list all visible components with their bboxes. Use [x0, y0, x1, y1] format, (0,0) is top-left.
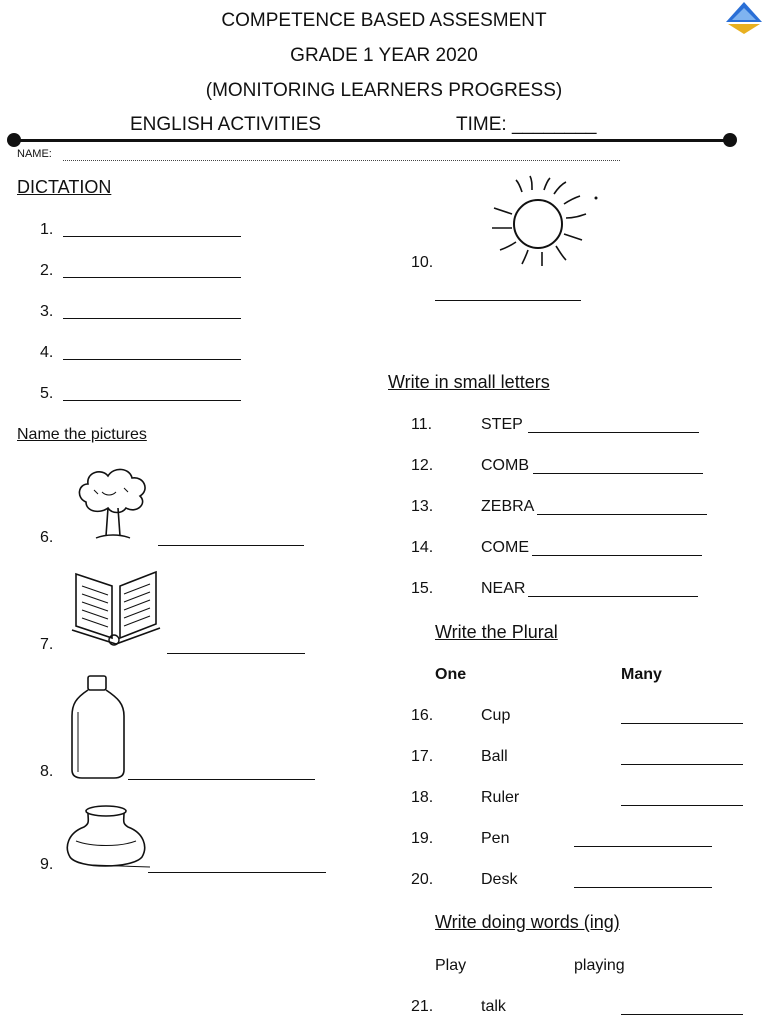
small-answer-15[interactable] — [528, 596, 698, 597]
picture-num-8: 8. — [40, 763, 54, 780]
small-word-11: STEP — [481, 416, 523, 433]
picture-answer-8[interactable] — [128, 779, 315, 780]
plural-num-20: 20. — [411, 871, 434, 888]
plural-word-18: Ruler — [481, 789, 520, 806]
picture-num-7: 7. — [40, 636, 54, 653]
dictation-num-5: 5. — [40, 385, 54, 402]
rule-right-dot — [723, 133, 737, 147]
tree-icon — [72, 462, 152, 542]
dictation-answer-4[interactable] — [63, 359, 241, 360]
dictation-answer-2[interactable] — [63, 277, 241, 278]
dictation-heading: DICTATION — [17, 177, 112, 197]
small-word-14: COME — [481, 539, 529, 556]
bottle-icon — [68, 672, 128, 782]
plural-col-one: One — [435, 666, 467, 683]
name-label: NAME: — [17, 148, 52, 160]
plural-word-16: Cup — [481, 707, 511, 724]
pot-icon — [62, 803, 152, 873]
plural-word-19: Pen — [481, 830, 510, 847]
picture-num-9: 9. — [40, 856, 54, 873]
sun-icon — [482, 172, 602, 272]
doing-words-heading: Write doing words (ing) — [435, 912, 620, 932]
dictation-num-4: 4. — [40, 344, 54, 361]
doing-word-21: talk — [481, 998, 506, 1015]
dictation-answer-3[interactable] — [63, 318, 241, 319]
small-num-15: 15. — [411, 580, 434, 597]
small-word-12: COMB — [481, 457, 529, 474]
dictation-answer-1[interactable] — [63, 236, 241, 237]
header-rule — [14, 139, 730, 142]
plural-num-16: 16. — [411, 707, 434, 724]
doing-example-answer: playing — [574, 957, 625, 974]
plural-num-19: 19. — [411, 830, 434, 847]
doing-answer-21[interactable] — [621, 1014, 743, 1015]
plural-num-17: 17. — [411, 748, 434, 765]
small-word-13: ZEBRA — [481, 498, 535, 515]
dictation-num-2: 2. — [40, 262, 54, 279]
dictation-answer-5[interactable] — [63, 400, 241, 401]
small-letters-heading: Write in small letters — [388, 372, 550, 392]
small-word-15: NEAR — [481, 580, 526, 597]
doing-num-21: 21. — [411, 998, 434, 1015]
title-line-3: (MONITORING LEARNERS PROGRESS) — [205, 80, 563, 101]
book-icon — [68, 568, 164, 648]
title-line-2: GRADE 1 YEAR 2020 — [290, 45, 478, 66]
plural-answer-16[interactable] — [621, 723, 743, 724]
picture-answer-10[interactable] — [435, 300, 581, 301]
small-answer-12[interactable] — [533, 473, 703, 474]
plural-heading: Write the Plural — [435, 622, 558, 642]
plural-col-many: Many — [621, 666, 662, 683]
picture-answer-6[interactable] — [158, 545, 304, 546]
picture-num-10: 10. — [411, 254, 434, 271]
small-answer-14[interactable] — [532, 555, 702, 556]
plural-word-17: Ball — [481, 748, 508, 765]
picture-answer-9[interactable] — [148, 872, 326, 873]
subject-title: ENGLISH ACTIVITIES — [130, 114, 322, 135]
plural-answer-20[interactable] — [574, 887, 712, 888]
plural-answer-17[interactable] — [621, 764, 743, 765]
small-answer-11[interactable] — [528, 432, 699, 433]
doing-example-word: Play — [435, 957, 467, 974]
plural-word-20: Desk — [481, 871, 518, 888]
time-label: TIME: ________ — [456, 114, 597, 135]
dictation-num-3: 3. — [40, 303, 54, 320]
dictation-num-1: 1. — [40, 221, 54, 238]
title-line-1: COMPETENCE BASED ASSESMENT — [221, 10, 547, 31]
small-num-13: 13. — [411, 498, 434, 515]
small-num-12: 12. — [411, 457, 434, 474]
plural-num-18: 18. — [411, 789, 434, 806]
name-field[interactable] — [63, 160, 620, 161]
small-num-11: 11. — [411, 416, 433, 433]
plural-answer-18[interactable] — [621, 805, 743, 806]
plural-answer-19[interactable] — [574, 846, 712, 847]
small-num-14: 14. — [411, 539, 434, 556]
small-answer-13[interactable] — [537, 514, 707, 515]
picture-answer-7[interactable] — [167, 653, 305, 654]
picture-num-6: 6. — [40, 529, 54, 546]
name-pictures-heading: Name the pictures — [17, 426, 147, 443]
